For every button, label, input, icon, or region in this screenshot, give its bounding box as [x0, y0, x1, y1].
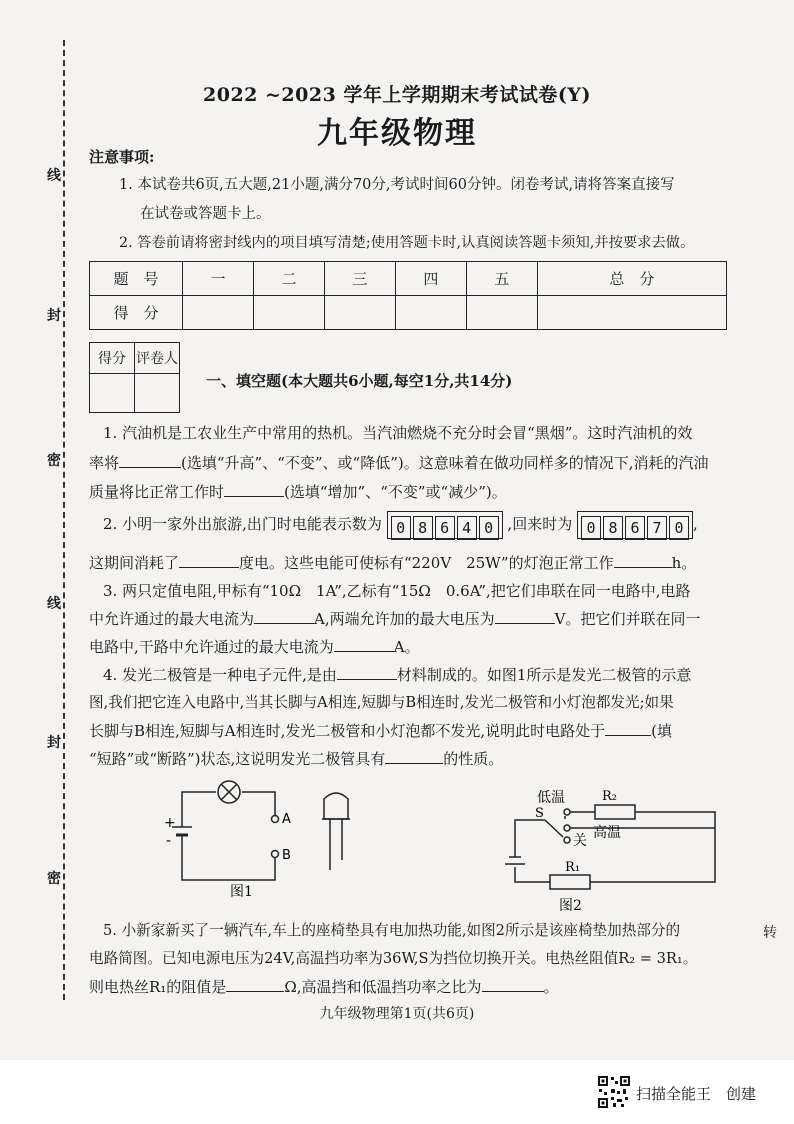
low-temp-label: 低温: [537, 790, 565, 806]
wire: [590, 812, 715, 882]
wire: [515, 820, 545, 857]
figure-1-caption: 图1: [230, 884, 253, 900]
battery-minus-label: -: [166, 833, 172, 849]
page-footer: 九年级物理第1页(共6页): [319, 1006, 475, 1022]
grader-score-label: 得分: [90, 343, 135, 374]
answer-blank[interactable]: [226, 973, 284, 992]
r2-label: R₂: [602, 789, 617, 804]
score-input-cell[interactable]: [324, 296, 395, 330]
notes-heading: 注意事项:: [89, 148, 155, 166]
q2-line-1: 2. 小明一家外出旅游,出门时电能表示数为 0 8 6 4 0 ,回来时为 0 8 6 7 0 ,: [103, 509, 698, 539]
scanner-watermark: 扫描全能王 创建: [636, 1086, 757, 1103]
wire: [242, 792, 275, 815]
battery-plus-label: +: [164, 815, 176, 831]
score-input-cell[interactable]: [466, 296, 537, 330]
note-1-line-2: 在试卷或答题卡上。: [140, 206, 271, 222]
meter-digit: 6: [435, 516, 455, 540]
score-cell: 二: [253, 262, 324, 296]
figure-1-circuit: [160, 775, 360, 900]
binding-label: 密: [47, 871, 61, 887]
score-input-cell[interactable]: [537, 296, 726, 330]
score-cell: 三: [324, 262, 395, 296]
q5-line-3: 则电热丝R₁的阻值是 Ω,高温挡和低温挡功率之比为 。: [89, 972, 559, 1002]
binding-label: 线: [47, 168, 61, 184]
terminal-b: [272, 851, 279, 858]
meter-digit: 6: [625, 516, 645, 540]
grader-score-cell[interactable]: [90, 374, 135, 413]
score-input-cell[interactable]: [395, 296, 466, 330]
binding-label: 线: [47, 596, 61, 612]
q3-line-3: 电路中,干路中允许通过的最大电流为 A。: [89, 632, 420, 662]
terminal-a-label: A: [282, 812, 291, 827]
answer-blank[interactable]: [614, 549, 672, 568]
answer-blank[interactable]: [605, 717, 651, 736]
score-input-cell[interactable]: [253, 296, 324, 330]
wire: [182, 792, 216, 827]
switch-contact-high: [564, 825, 570, 831]
q5-line-1: 5. 小新家新买了一辆汽车,车上的座椅垫具有电加热功能,如图2所示是该座椅垫加热部分的: [103, 922, 681, 939]
resistor-r2: [595, 805, 635, 819]
score-table-score-row: [90, 296, 727, 330]
q1-line-1: 1. 汽油机是工农业生产中常用的热机。当汽油燃烧不充分时会冒“黑烟”。这时汽油机的效: [103, 424, 693, 442]
q4-line-1: 4. 发光二极管是一种电子元件,是由 材料制成的。如图1所示是发光二极管的示意: [103, 660, 691, 690]
binding-dashed-line: [63, 40, 65, 1000]
exam-title: 2022 ~2023 学年上学期期末考试试卷(Y): [203, 84, 591, 106]
meter-digit: 0: [669, 516, 689, 540]
switch-contact-low: [564, 809, 570, 815]
score-cell: 五: [466, 262, 537, 296]
note-1-line-1: 1. 本试卷共6页,五大题,21小题,满分70分,考试时间60分钟。闭卷考试,请将答案直接写: [119, 177, 675, 193]
meter-reading-return: [577, 511, 693, 539]
grader-name-label: 评卷人: [135, 343, 180, 374]
binding-label: 封: [47, 308, 61, 324]
score-cell: 四: [395, 262, 466, 296]
high-temp-label: 高温: [593, 825, 621, 841]
subject-title: 九年级物理: [317, 116, 477, 151]
wire: [515, 867, 550, 882]
meter-digit: 8: [603, 516, 623, 540]
r1-label: R₁: [565, 860, 580, 875]
answer-blank[interactable]: [482, 973, 544, 992]
q4-line-2: 图,我们把它连入电路中,当其长脚与A相连,短脚与B相连时,发光二极管和小灯泡都发光;如果: [89, 694, 674, 711]
q3-line-1: 3. 两只定值电阻,甲标有“10Ω 1A”,乙标有“15Ω 0.6A”,把它们串联在同一电路中,电路: [103, 582, 691, 600]
answer-blank[interactable]: [385, 745, 443, 764]
meter-digit: 4: [457, 516, 477, 540]
score-cell: 总 分: [537, 262, 726, 296]
score-row-label: 得 分: [90, 296, 183, 330]
switch-s-label: S: [535, 806, 544, 821]
score-table-header-row: [90, 262, 727, 296]
section-1-title: 一、填空题(本大题共6小题,每空1分,共14分): [206, 372, 513, 390]
binding-label: 封: [47, 735, 61, 751]
q2-line-2: 这期间消耗了 度电。这些电能可使标有“220V 25W”的灯泡正常工作 h。: [89, 548, 696, 578]
figure-2-circuit: [505, 782, 730, 917]
answer-blank[interactable]: [495, 605, 555, 624]
qr-code-icon: [597, 1075, 631, 1109]
wire: [182, 845, 275, 880]
grader-name-cell[interactable]: [135, 374, 180, 413]
q1-line-2: 率将 (选填“升高”、“不变”、或“降低”)。这意味着在做功同样多的情况下,消耗的汽油: [89, 448, 709, 478]
meter-digit: 0: [581, 516, 601, 540]
note-2: 2. 答卷前请将密封线内的项目填写清楚;使用答题卡时,认真阅读答题卡须知,并按要求去做。: [119, 235, 695, 251]
answer-blank[interactable]: [254, 605, 314, 624]
switch-contact-off: [564, 837, 570, 843]
figure-2-caption: 图2: [559, 898, 582, 914]
q4-line-3: 长脚与B相连,短脚与A相连时,发光二极管和小灯泡都不发光,说明此时电路处于 (填: [89, 716, 672, 746]
binding-label: 密: [47, 453, 61, 469]
meter-reading-departure: [387, 511, 503, 539]
meter-digit: 8: [413, 516, 433, 540]
switch-s: [545, 820, 563, 837]
score-cell: 一: [183, 262, 254, 296]
score-input-cell[interactable]: [183, 296, 254, 330]
q5-line-2: 电路简图。已知电源电压为24V,高温挡功率为36W,S为挡位切换开关。电热丝阻值R₂ = 3R₁。: [89, 950, 698, 967]
answer-blank[interactable]: [119, 449, 181, 468]
score-table: [89, 261, 727, 330]
meter-digit: 7: [647, 516, 667, 540]
terminal-b-label: B: [282, 848, 291, 863]
answer-blank[interactable]: [224, 478, 284, 497]
answer-blank[interactable]: [179, 549, 239, 568]
answer-blank[interactable]: [337, 661, 397, 680]
q4-line-4: “短路”或“断路”)状态,这说明发光二极管具有 的性质。: [89, 744, 503, 774]
grader-box: [89, 342, 180, 413]
meter-digit: 0: [391, 516, 411, 540]
answer-blank[interactable]: [334, 633, 394, 652]
led-icon: [324, 793, 348, 819]
terminal-a: [272, 816, 279, 823]
margin-turn-label: 转: [763, 925, 777, 941]
q3-line-2: 中允许通过的最大电流为 A,两端允许加的最大电压为 V。把它们并联在同一: [89, 604, 700, 634]
meter-digit: 0: [479, 516, 499, 540]
score-cell: 题 号: [90, 262, 183, 296]
resistor-r1: [550, 875, 590, 889]
off-label: 关: [573, 833, 587, 849]
q1-line-3: 质量将比正常工作时 (选填“增加”、“不变”或“减少”)。: [89, 477, 507, 507]
